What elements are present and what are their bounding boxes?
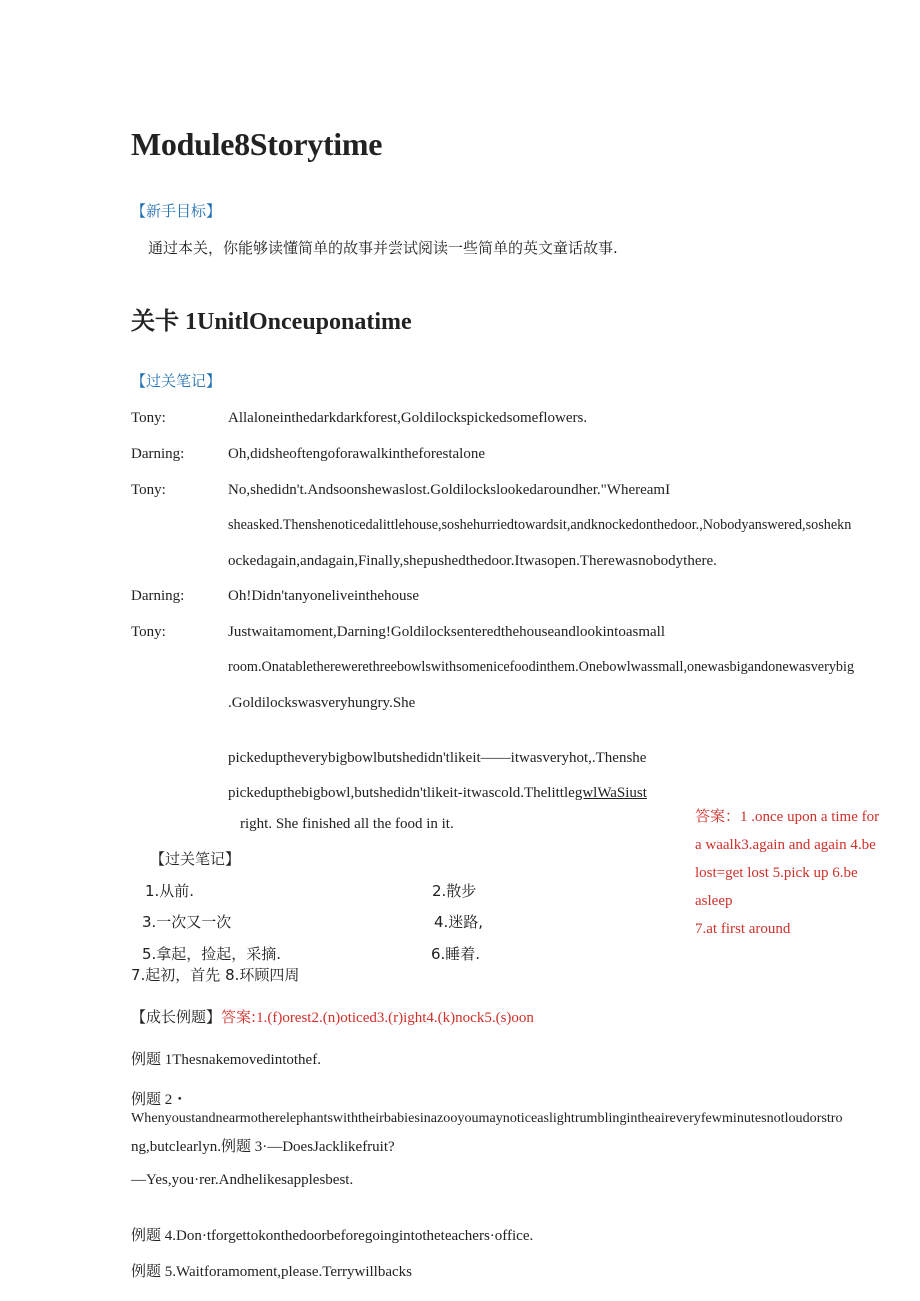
answer-box (695, 803, 905, 943)
notes-tag: 【过关笔记】 (131, 372, 222, 390)
example-4: 例题 4.Don·tforgettokonthedoorbeforegoingintotheteachers·office. (131, 1228, 534, 1244)
dialogue-line: .Goldilockswasveryhungry.She (228, 695, 416, 711)
dialogue-line: sheasked.Thenshenoticedalittlehouse,soshehurriedtowardsit,andknockedonthedoor.,Nobodyanswered,soshekn (228, 517, 852, 533)
note-item: 7.起初，首先 8.环顾四周 (131, 966, 300, 984)
example-3-answer: —Yes,you·rer.Andhelikesapplesbest. (131, 1172, 354, 1188)
answer-line: 7.at first around (695, 921, 791, 937)
note-item: 6.睡着. (431, 945, 481, 963)
speaker-label: Tony: (131, 410, 166, 426)
dialogue-line: room.Onatabletherewerethreebowlswithsomenicefoodinthem.Onebowlwassmall,onewasbigandonewasverybig (228, 659, 855, 675)
speaker-label: Darning: (131, 446, 185, 462)
speaker-label: Tony: (131, 624, 166, 640)
dialogue-line: Oh!Didn'tanyoneliveinthehouse (228, 588, 419, 604)
dialogue-line: Allaloneinthedarkdarkforest,Goldilockspickedsomeflowers. (228, 410, 588, 426)
dialogue-line (228, 785, 647, 802)
example-2-text: Whenyoustandnearmotherelephantswiththeirbabiesinazooyoumaynoticeaslightrumblingintheaireveryfewminutesnotloudorstro (131, 1110, 843, 1126)
level-heading: 关卡 1UnitlOnceuponatime (131, 309, 412, 335)
speaker-label: Darning: (131, 588, 185, 604)
page-title: Module8Storytime (131, 126, 383, 162)
dialogue-line: Oh,didsheoftengoforawalkintheforestalone (228, 446, 485, 462)
answer-line: a waalk3.again and again 4.be (695, 837, 876, 853)
growth-header (131, 1006, 534, 1027)
dialogue-line: Justwaitamoment,Darning!Goldilocksenteredthehouseandlookintoasmall (228, 624, 665, 640)
note-item: 2.散步 (432, 882, 477, 900)
goal-text: 通过本关，你能够读懂简单的故事并尝试阅读一些简单的英文童话故事. (148, 239, 618, 257)
note-item: 5.拿起，捡起，采摘. (142, 945, 282, 963)
dialogue-line-part: pickedupthebigbowl,butshedidn'tlikeit-itwascold.Thelittle (228, 785, 575, 801)
underlined-text: gwlWaSiust (574, 785, 647, 801)
example-1: 例题 1Thesnakemovedintothef. (131, 1052, 321, 1068)
dialogue-line: right. She finished all the food in it. (240, 816, 454, 832)
dialogue-line: ockedagain,andagain,Finally,shepushedthedoor.Itwasopen.Therewasnobodythere. (228, 553, 717, 569)
note-item: 3.一次又一次 (142, 913, 232, 931)
goal-tag: 【新手目标】 (131, 202, 222, 220)
dialogue-line: No,shedidn't.Andsoonshewaslost.Goldilockslookedaroundher."WhereamI (228, 482, 671, 498)
example-2-label: 例题 2・ (131, 1092, 188, 1108)
speaker-label: Tony: (131, 482, 166, 498)
answer-line: asleep (695, 893, 733, 909)
growth-tag: 【成长例题】 (131, 1008, 222, 1026)
answer-line: lost=get lost 5.pick up 6.be (695, 865, 858, 881)
growth-answer-text: 1.(f)orest2.(n)oticed3.(r)ight4.(k)nock5.(s)oon (256, 1010, 534, 1026)
dialogue-line: pickeduptheverybigbowlbutshedidn'tlikeit——itwasveryhot,.Thenshe (228, 750, 647, 766)
note-item: 4.迷路, (434, 913, 484, 931)
growth-answer-label: 答案: (221, 1008, 257, 1026)
note-item: 1.从前. (145, 882, 195, 900)
notes-tag-2: 【过关笔记】 (150, 850, 241, 868)
example-2-text: ng,butclearlyn.例题 3·—DoesJacklikefruit? (131, 1139, 395, 1155)
answer-line: 答案：1 .once upon a time for (695, 809, 880, 825)
example-5: 例题 5.Waitforamoment,please.Terrywillbacks (131, 1264, 412, 1280)
